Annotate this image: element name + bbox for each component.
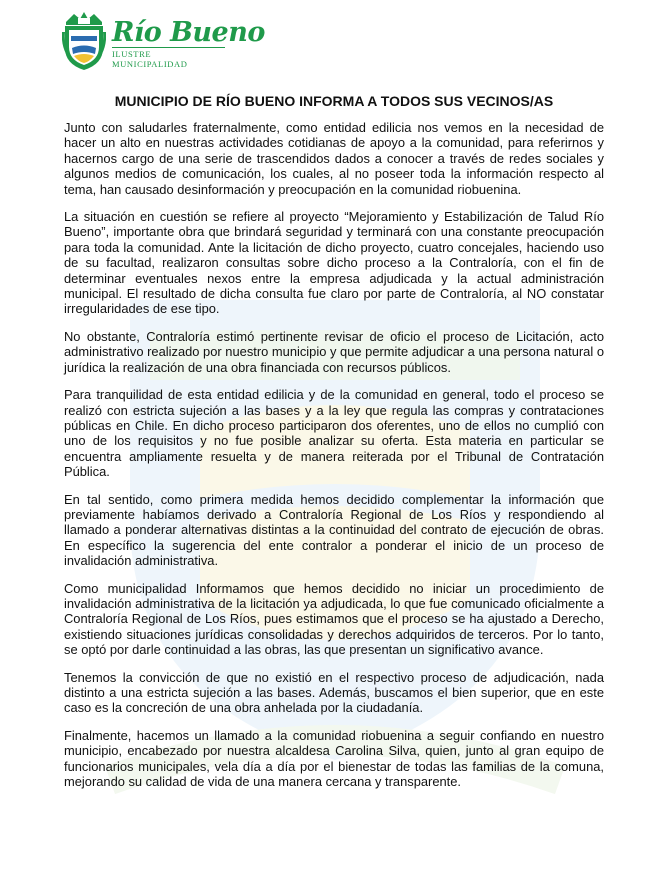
header [62, 6, 265, 76]
municipal-shield-logo [62, 10, 106, 72]
paragraph-5: En tal sentido, como primera medida hemos decidido complementar la información que previamente habíamos derivado a Contraloría Regional de Los Ríos y respondiendo al llamado a ponderar alternativas distintas a la continuidad del contrato de ejecución de obras. En específico la sugerencia del ente contralor a ponderar el inicio de un proceso de invalidación administrativa. [64, 491, 604, 569]
paragraph-2: La situación en cuestión se refiere al proyecto “Mejoramiento y Estabilización de Talud Río Bueno”, importante obra que brindará seguridad y terminará con una constante preocupación para toda la comunidad. Ante la licitación de dicho proyecto, cuatro concejales, haciendo uso de su facultad, realizaron consultas sobre dicho proceso a la Contraloría, con el fin de determinar eventuales nexos entre la empresa adjudicada y la actual administración municipal. El resultado de dicha consulta fue claro por parte de Contraloría, al NO constatar irregularidades de ese tipo. [64, 209, 604, 317]
brand-name: Río Bueno [112, 16, 265, 48]
paragraph-8: Finalmente, hacemos un llamado a la comunidad riobuenina a seguir confiando en nuestro municipio, encabezado por nuestra alcaldesa Carolina Silva, quien, junto al gran equipo de funcionarios municipales, vela día a día por el bienestar de todas las familias de la comuna, mejorando su calidad de vida de una manera cercana y transparente. [64, 727, 604, 790]
paragraph-4: Para tranquilidad de esta entidad edilicia y de la comunidad en general, todo el proceso se realizó con estricta sujeción a las bases y a la ley que regula las compras y contrataciones públicas en Chile. En dicho proceso participaron dos oferentes, uno de ellos no cumplió con uno de los requisitos y no fue posible analizar su oferta. Esta materia en particular se encuentra ampliamente resuelta y de manera reiterada por el Tribunal de Contratación Pública. [64, 387, 604, 480]
brand-subtitle: ILUSTRE MUNICIPALIDAD [112, 47, 225, 69]
paragraph-6: Como municipalidad Informamos que hemos decidido no iniciar un procedimiento de invalidación administrativa de la licitación ya adjudicada, lo que fue comunicado oficialmente a Contraloría Regional de Los Ríos, pues estimamos que el proceso se ha ajustado a Derecho, existiendo situaciones jurídicas consolidadas y derechos adquiridos de terceros. Por lo tanto, se optó por darle continuidad a las obras, las que presentan un significativo avance. [64, 580, 604, 658]
document-title: MUNICIPIO DE RÍO BUENO INFORMA A TODOS SUS VECINOS/AS [114, 93, 554, 109]
document-body [64, 92, 604, 801]
paragraph-7: Tenemos la convicción de que no existió en el respectivo proceso de adjudicación, nada distinto a una estricta sujeción a las bases. Además, buscamos el bien superior, que en este caso es la concreción de una obra anhelada por la ciudadanía. [64, 669, 604, 716]
paragraph-1: Junto con saludarles fraternalmente, como entidad edilicia nos vemos en la necesidad de hacer un alto en nuestras actividades cotidianas de apoyo a la comunidad, para referirnos y hacernos cargo de una serie de trascendidos dados a conocer a través de redes sociales y algunos medios de comunicación, los cuales, al no poseer toda la información respecto al tema, han causado desinformación y preocupación en la comunidad riobuenina. [64, 120, 604, 197]
paragraph-3: No obstante, Contraloría estimó pertinente revisar de oficio el proceso de Licitación, acto administrativo realizado por nuestro municipio y que permite adjudicar a una persona natural o jurídica la realización de una obra financiada con recursos públicos. [64, 328, 604, 375]
